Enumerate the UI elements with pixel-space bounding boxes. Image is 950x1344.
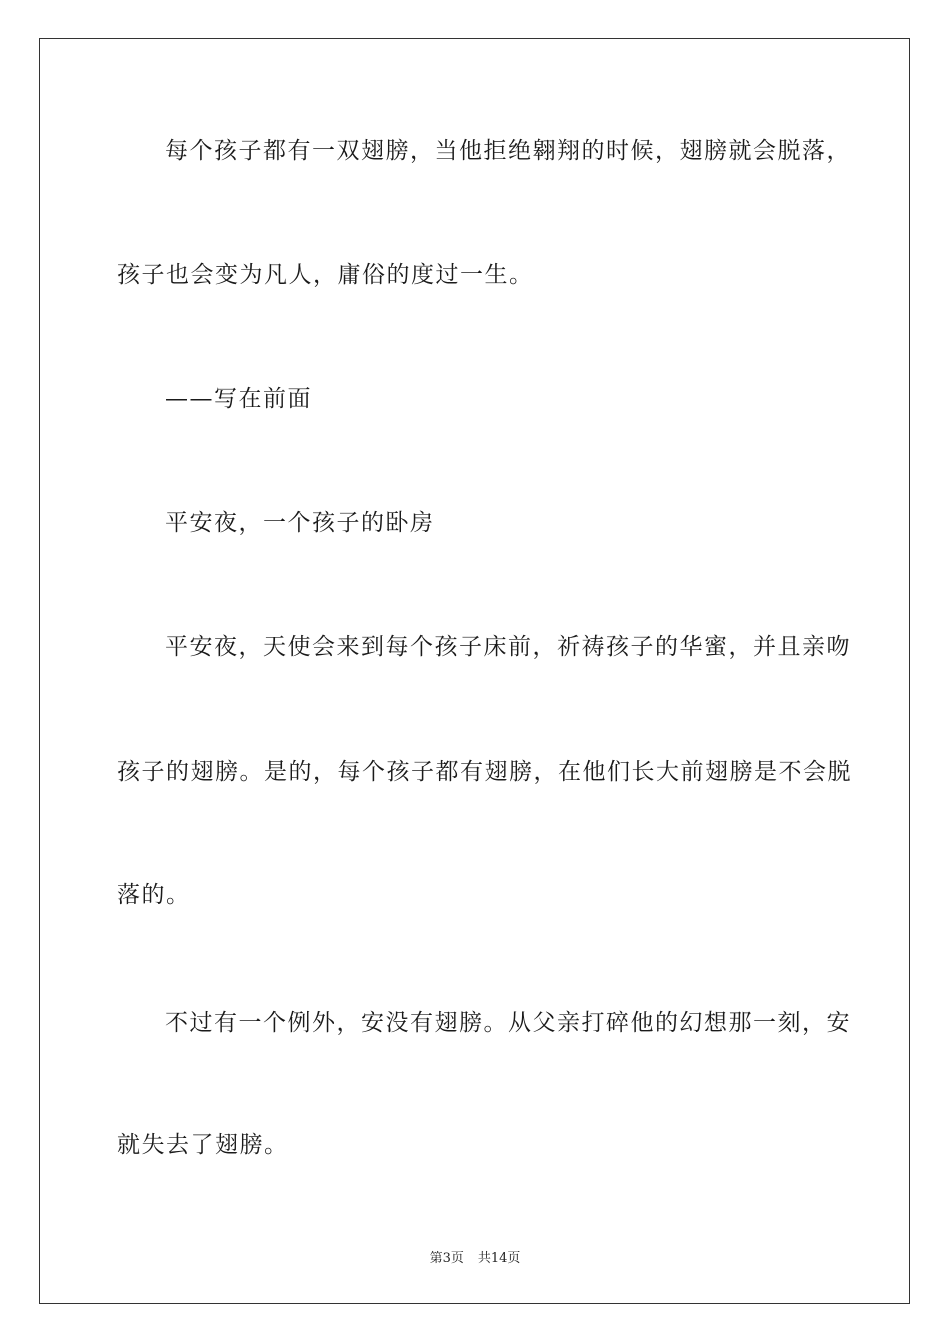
paragraph-line-1: 每个孩子都有一双翅膀，当他拒绝翱翔的时候，翅膀就会脱落， bbox=[165, 138, 851, 164]
paragraph-line-3: ——写在前面 bbox=[165, 386, 312, 412]
page-border bbox=[39, 38, 910, 1304]
paragraph-line-8: 不过有一个例外，安没有翅膀。从父亲打碎他的幻想那一刻，安 bbox=[165, 1010, 851, 1036]
paragraph-line-6: 孩子的翅膀。是的，每个孩子都有翅膀，在他们长大前翅膀是不会脱 bbox=[117, 759, 852, 785]
page-number: 第3页 bbox=[429, 1251, 464, 1266]
paragraph-line-9: 就失去了翅膀。 bbox=[117, 1132, 289, 1158]
paragraph-line-7: 落的。 bbox=[117, 882, 191, 908]
page-total: 共14页 bbox=[477, 1251, 521, 1266]
paragraph-line-2: 孩子也会变为凡人，庸俗的度过一生。 bbox=[117, 262, 534, 288]
page-footer bbox=[0, 1247, 950, 1266]
paragraph-line-4: 平安夜，一个孩子的卧房 bbox=[165, 510, 435, 536]
paragraph-line-5: 平安夜，天使会来到每个孩子床前，祈祷孩子的华蜜，并且亲吻 bbox=[165, 634, 851, 660]
